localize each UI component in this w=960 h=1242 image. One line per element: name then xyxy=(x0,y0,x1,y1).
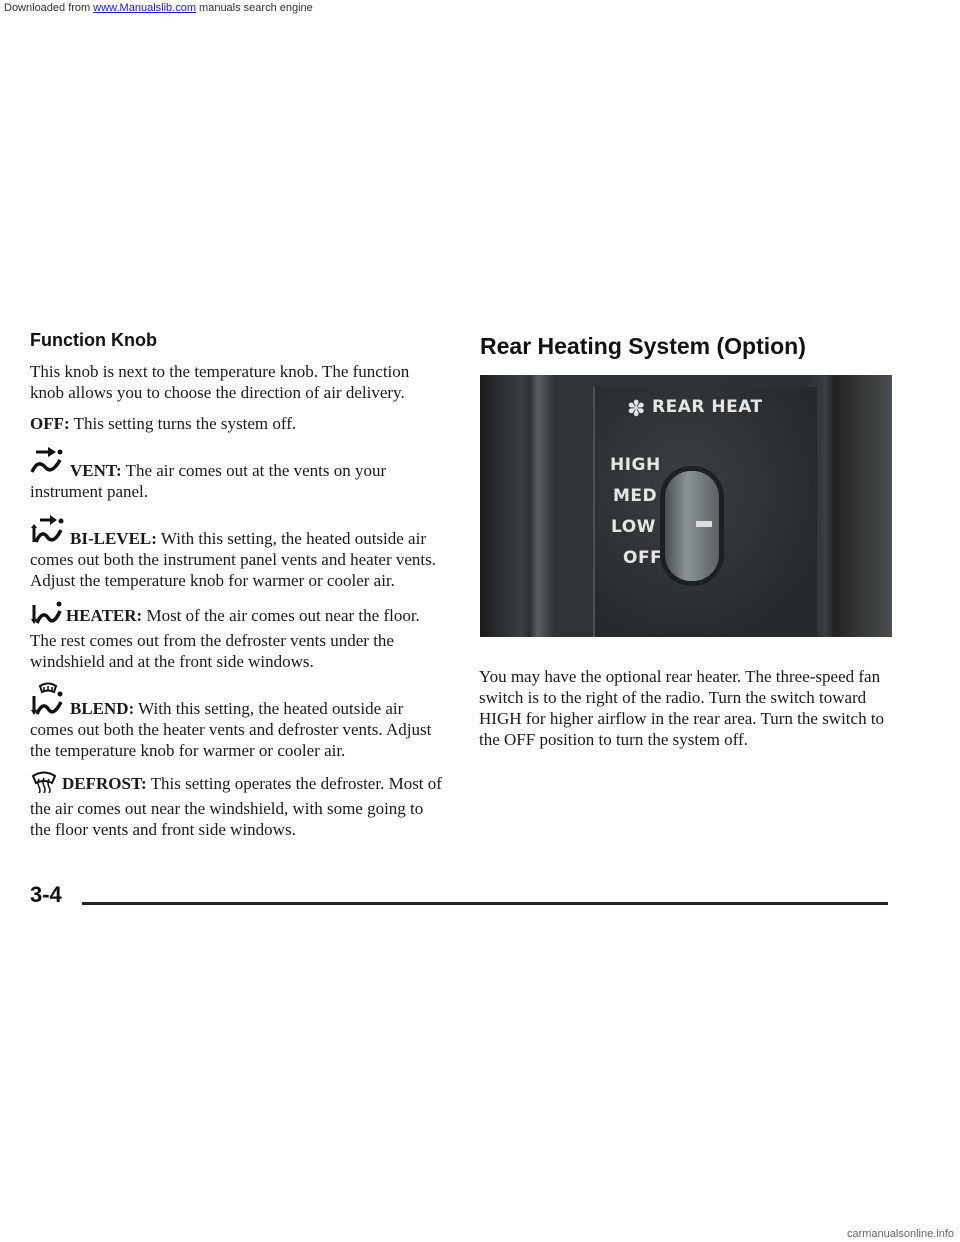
rear-heating-section xyxy=(478,330,898,360)
item-defrost-term: DEFROST: xyxy=(62,774,147,793)
download-suffix: manuals search engine xyxy=(195,2,313,14)
item-vent-text: The air comes out at the vents on your instrument panel. xyxy=(30,461,387,501)
item-bi-level-text: With this setting, the heated outside air comes out both the instrument panel vents and heater vents. Adjust the temperature knob for warmer or cooler air. xyxy=(30,529,437,590)
manualslib-link[interactable]: www.Manualslib.com xyxy=(93,2,196,14)
knob-indicator xyxy=(696,521,712,527)
function-knob-section xyxy=(30,330,445,850)
rear-heat-switch-photo xyxy=(480,375,892,637)
item-heater-term: HEATER: xyxy=(66,606,143,625)
level-high: HIGH xyxy=(610,455,661,475)
level-med: MED xyxy=(613,486,658,506)
item-heater xyxy=(30,601,445,672)
item-defrost xyxy=(30,771,445,840)
rear-heating-title: Rear Heating System (Option) xyxy=(480,333,806,359)
function-knob-heading: Function Knob xyxy=(30,330,157,350)
item-defrost-text: This setting operates the defroster. Most of the air comes out near the windshield, with some going to the floor vents and front side windows. xyxy=(30,774,442,839)
item-vent xyxy=(30,444,445,502)
footer-rule xyxy=(82,902,888,905)
item-off xyxy=(30,413,445,434)
function-knob-intro: This knob is next to the temperature knob. The function knob allows you to choose the direction of air delivery. xyxy=(30,362,410,402)
download-notice xyxy=(4,2,313,14)
heater-icon xyxy=(30,601,62,630)
item-blend xyxy=(30,682,445,761)
defrost-icon xyxy=(30,771,58,798)
item-blend-text: With this setting, the heated outside air comes out both the heater vents and defroster vents. Adjust the temperature knob for warmer or cooler air. xyxy=(30,699,432,760)
rear-heating-body: You may have the optional rear heater. The three-speed fan switch is to the right of the radio. Turn the switch toward HIGH for higher airflow in the rear area. Turn the switch to the OFF position to turn the system off. xyxy=(479,667,885,749)
item-bi-level xyxy=(30,512,445,591)
item-blend-term: BLEND: xyxy=(70,699,135,718)
item-off-text: This setting turns the system off. xyxy=(69,414,297,433)
download-prefix: Downloaded from xyxy=(4,2,94,14)
fan-icon: ✽ xyxy=(627,397,646,422)
level-low: LOW xyxy=(611,517,656,537)
page-number: 3-4 xyxy=(30,882,62,907)
level-off: OFF xyxy=(623,548,663,568)
item-vent-term: VENT: xyxy=(70,461,122,480)
item-heater-text: Most of the air comes out near the floor. The rest comes out from the defroster vents under the windshield and at the front side windows. xyxy=(30,606,420,671)
rear-heat-label: REAR HEAT xyxy=(652,397,763,417)
item-bi-level-term: BI-LEVEL: xyxy=(70,529,157,548)
watermark: carmanualsonline.info xyxy=(846,1228,954,1240)
item-off-term: OFF: xyxy=(30,414,70,433)
